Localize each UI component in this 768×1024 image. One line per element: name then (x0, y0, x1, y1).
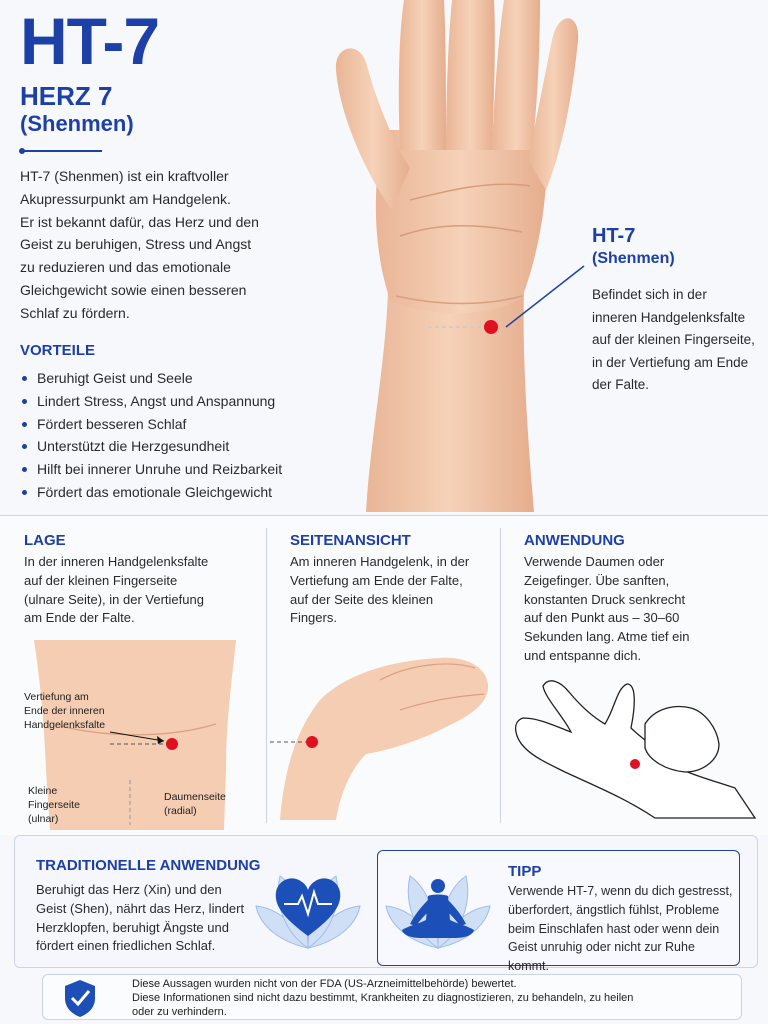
application-text: Verwende Daumen oder Zeigefinger. Übe sanften, konstanten Druck senkrecht auf den Punkt aus – 30–60 Sekunden lang. Atme tief ein und entspanne dich. (524, 554, 690, 663)
callout-subtitle: (Shenmen) (592, 250, 675, 267)
label-point-location: Vertiefung am Ende der inneren Handgelenksfalte (24, 691, 106, 731)
lage-text: In der inneren Handgelenksfalte auf der kleinen Fingerseite (ulnare Seite), in der Vertiefung am Ende der Falte. (24, 554, 209, 626)
hand-palm-illustration (300, 0, 600, 512)
benefit-item: Hilft bei innerer Unruhe und Reizbarkeit (20, 458, 282, 481)
ht7-point-marker (484, 320, 498, 334)
meditation-lotus-icon (384, 864, 492, 954)
intro-text: HT-7 (Shenmen) ist ein kraftvoller Akupressurpunkt am Handgelenk. Er ist bekannt dafür, das Herz und den Geist zu beruhigen, Stress und Angst zu reduzieren und das emotionale Gleichgewicht sowie einen besseren Schlaf zu fördern. (20, 168, 259, 321)
traditional-use-heading: TRADITIONELLE ANWENDUNG (36, 857, 261, 874)
page-subtitle: HERZ 7 (20, 81, 113, 111)
column-divider (266, 528, 267, 823)
wrist-side-illustration (270, 650, 495, 820)
traditional-use-text: Beruhigt das Herz (Xin) und den Geist (Shen), nährt das Herz, lindert Herzklopfen, beruhigt Ängste und fördert einen friedlichen Schlaf. (36, 882, 245, 954)
title-divider (22, 150, 102, 152)
page-title: HT-7 (20, 4, 160, 78)
benefit-item: Lindert Stress, Angst und Anspannung (20, 390, 282, 413)
benefits-heading: VORTEILE (20, 342, 96, 359)
benefits-list (20, 367, 282, 504)
lage-heading: LAGE (24, 532, 66, 549)
side-view-heading: SEITENANSICHT (290, 532, 411, 549)
thumb-pressing-illustration (505, 668, 763, 826)
heart-pulse-lotus-icon (254, 862, 362, 952)
disclaimer-text: Diese Aussagen wurden nicht von der FDA (US-Arzneimittelbehörde) bewertet. Diese Informationen sind nicht dazu bestimmt, Krankheiten zu diagnostizieren, zu behandeln, zu heilen oder zu verhindern. (132, 978, 634, 1018)
side-view-text: Am inneren Handgelenk, in der Vertiefung am Ende der Falte, auf der Seite des kleinen Fingers. (290, 554, 470, 626)
label-radial-side: Daumenseite (radial) (164, 791, 226, 817)
benefit-item: Unterstützt die Herzgesundheit (20, 435, 282, 458)
callout-description: Befindet sich in der inneren Handgelenksfalte auf der kleinen Fingerseite, in der Vertiefung am Ende der Falte. (592, 287, 755, 392)
benefit-item: Fördert besseren Schlaf (20, 413, 282, 436)
callout-title: HT-7 (592, 225, 636, 247)
benefit-item: Beruhigt Geist und Seele (20, 367, 282, 390)
tip-heading: TIPP (508, 863, 542, 880)
application-heading: ANWENDUNG (524, 532, 625, 549)
page-subtitle-alt: (Shenmen) (20, 111, 134, 136)
tip-text: Verwende HT-7, wenn du dich gestresst, überfordert, ängstlich fühlst, Probleme beim Einschlafen hast oder wenn dein Geist unruhig oder nicht zur Ruhe kommt. (508, 884, 733, 974)
column-divider (500, 528, 501, 823)
shield-check-icon (62, 978, 98, 1018)
benefit-item: Fördert das emotionale Gleichgewicht (20, 481, 282, 504)
label-ulnar-side: Kleine Fingerseite (ulnar) (28, 785, 80, 825)
